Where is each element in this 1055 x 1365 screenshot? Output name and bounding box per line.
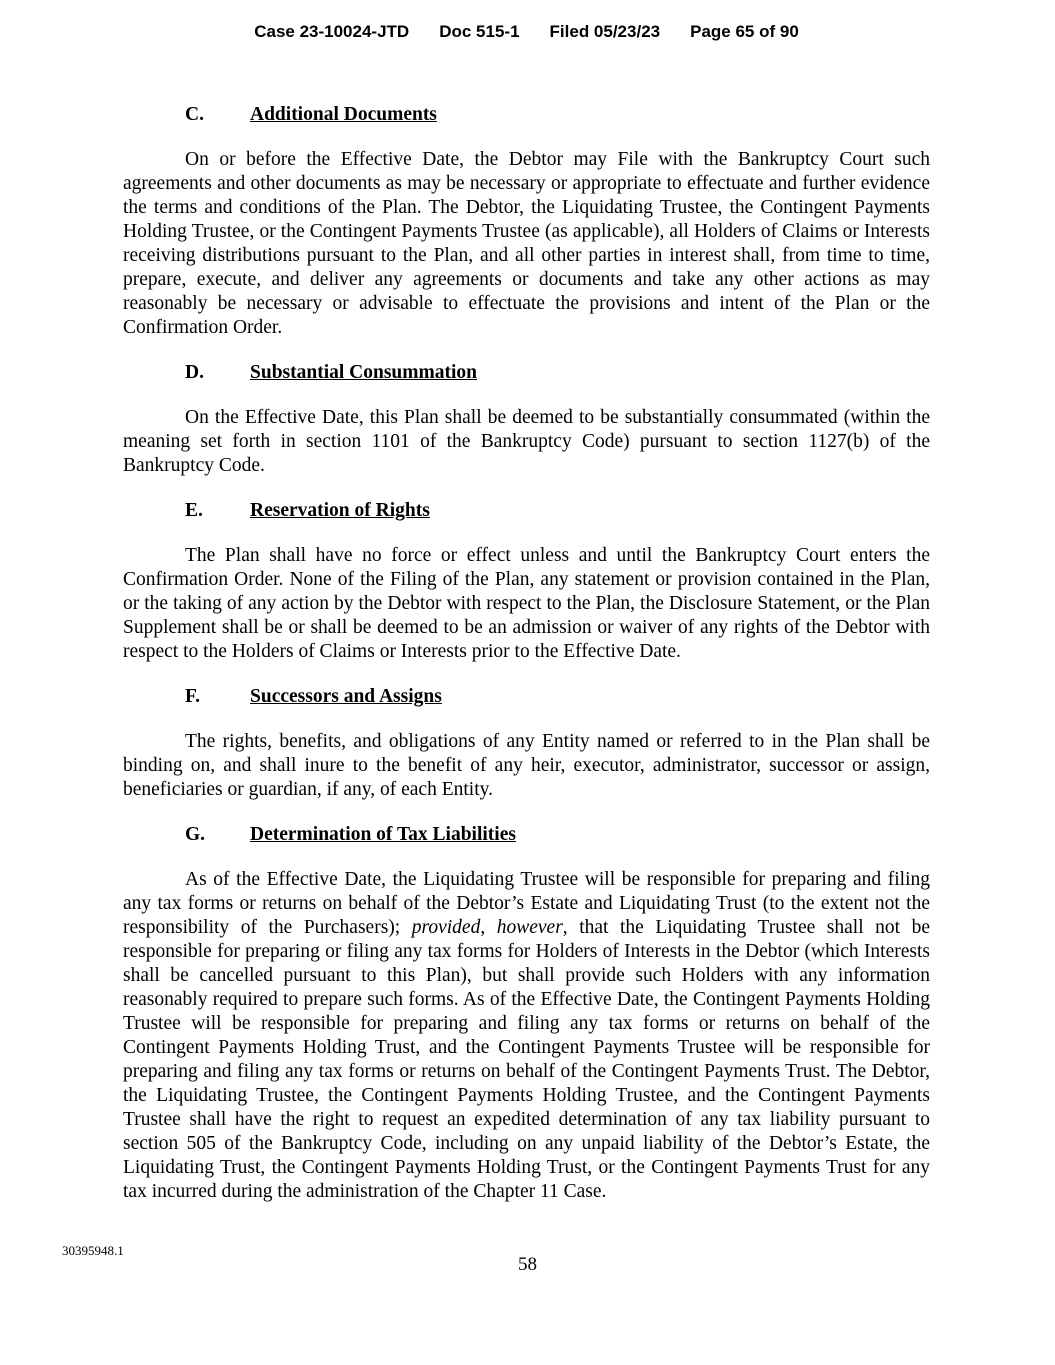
section-heading-d: [123, 361, 930, 385]
case-header: [123, 22, 930, 42]
section-title: Successors and Assigns: [250, 686, 442, 707]
footer-page-number: 58: [518, 1254, 537, 1275]
section-letter: F.: [185, 686, 200, 707]
section-title: Additional Documents: [250, 104, 437, 125]
section-paragraph-c: On or before the Effective Date, the Debtor may File with the Bankruptcy Court such agreements and other documents as may be necessary or appropriate to effectuate and further evidence the terms and conditions of the Plan. The Debtor, the Liquidating Trustee, the Contingent Payments Holding Trustee, or the Contingent Payments Trustee (as applicable), all Holders of Claims or Interests receiving distributions pursuant to the Plan, and all other parties in interest shall, from time to time, prepare, execute, and deliver any agreements or documents and take any other actions as may reasonably be necessary or advisable to effectuate the provisions and intent of the Plan or the Confirmation Order.: [123, 149, 930, 338]
case-number: Case 23-10024-JTD: [254, 22, 410, 41]
paragraph-text: , that the Liquidating Trustee shall not be responsible for preparing or filing any tax forms for Holders of Interests in the Debtor (which Interests shall be cancelled pursuant to this Plan), but shall provide such Holders with any information reasonably required to prepare such forms. As of the Effective Date, the Contingent Payments Holding Trustee will be responsible for preparing and filing any tax forms or returns on behalf of the Contingent Payments Holding Trust, and the Contingent Payments Trustee will be responsible for preparing and filing any tax forms or returns on behalf of the Contingent Payments Trust. The Debtor, the Liquidating Trustee, the Contingent Payments Holding Trustee, and the Contingent Payments Trustee shall have the right to request an expedited determination of any tax liability pursuant to section 505 of the Bankruptcy Code, including on any unpaid liability of the Debtor’s Estate, the Liquidating Trust, the Contingent Payments Holding Trust, or the Contingent Payments Trust for any tax incurred during the administration of the Chapter 11 Case.: [123, 917, 930, 1202]
section-paragraph-g: [123, 868, 930, 1204]
paragraph-text-italic: however: [496, 917, 563, 938]
section-paragraph-d: On the Effective Date, this Plan shall be deemed to be substantially consummated (within the meaning set forth in section 1101 of the Bankruptcy Code) pursuant to section 1127(b) of the Bankruptcy Code.: [123, 407, 930, 476]
section-letter: C.: [185, 104, 204, 125]
section-paragraph-f: The rights, benefits, and obligations of any Entity named or referred to in the Plan shall be binding on, and shall inure to the benefit of any heir, executor, administrator, successor or assign, beneficiaries or guardian, if any, of each Entity.: [123, 731, 930, 800]
section-letter: G.: [185, 824, 206, 845]
footer-document-number: 30395948.1: [62, 1243, 124, 1258]
doc-number: Doc 515-1: [439, 22, 520, 41]
paragraph-text-italic: provided: [411, 917, 481, 938]
section-heading-f: [123, 685, 930, 709]
section-heading-e: [123, 499, 930, 523]
document-body: [123, 103, 930, 1204]
section-title: Determination of Tax Liabilities: [250, 824, 516, 845]
section-letter: D.: [185, 362, 204, 383]
filed-date: Filed 05/23/23: [549, 22, 661, 41]
section-letter: E.: [185, 500, 203, 521]
section-heading-g: [123, 823, 930, 847]
page-indicator: Page 65 of 90: [690, 22, 799, 41]
paragraph-text: ,: [480, 917, 497, 938]
section-paragraph-e: The Plan shall have no force or effect unless and until the Bankruptcy Court enters the Confirmation Order. None of the Filing of the Plan, any statement or provision contained in the Plan, or the taking of any action by the Debtor with respect to the Plan, the Disclosure Statement, or the Plan Supplement shall be or shall be deemed to be an admission or waiver of any rights of the Debtor with respect to the Holders of Claims or Interests prior to the Effective Date.: [123, 545, 930, 662]
paragraph-text: As of the Effective Date, the Liquidating Trustee will be responsible for preparing and filing any tax forms or returns on behalf of the Debtor’s Estate and Liquidating Trust (to the extent not the responsibility of the Purchasers);: [123, 869, 930, 938]
section-title: Reservation of Rights: [250, 500, 430, 521]
section-heading-c: [123, 103, 930, 127]
section-title: Substantial Consummation: [250, 362, 478, 383]
